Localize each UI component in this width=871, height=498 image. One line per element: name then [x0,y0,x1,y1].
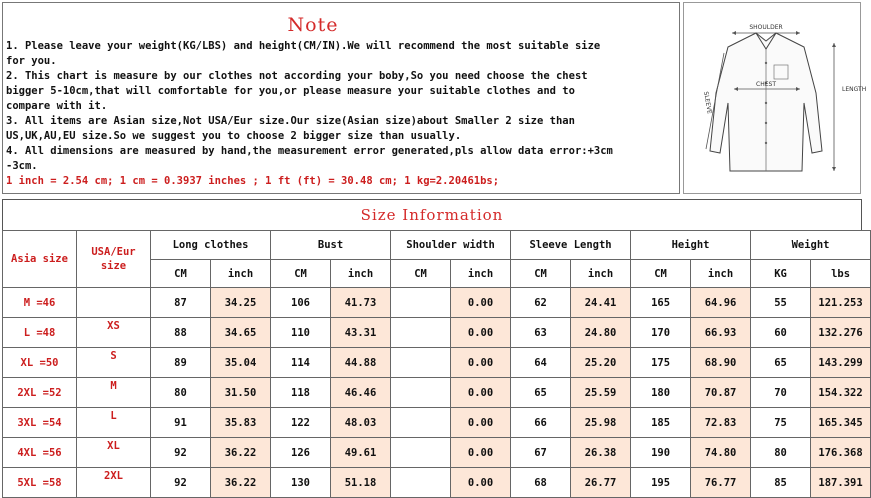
shoulder-cm-cell [391,318,451,348]
shoulder-cm-cell [391,408,451,438]
shirt-measurement-diagram [683,2,867,194]
bust-inch-cell: 44.88 [331,348,391,378]
height-inch-cell: 72.83 [691,408,751,438]
sleeve-inch-cell: 25.98 [571,408,631,438]
sleeve-cm-cell: 64 [511,348,571,378]
long-cm-cell: 91 [151,408,211,438]
usa-size-cell: S [77,348,151,378]
usa-size-cell: XS [77,318,151,348]
shoulder-label: SHOULDER [749,24,783,31]
note-lines [6,39,676,189]
size-information-section [2,199,863,489]
size-table [2,230,871,498]
long-cm-cell: 92 [151,468,211,498]
height-cm-cell: 170 [631,318,691,348]
header-height: Height [631,231,751,260]
header-long-clothes: Long clothes [151,231,271,260]
bust-cm-cell: 126 [271,438,331,468]
weight-kg-cell: 85 [751,468,811,498]
weight-lbs-cell: 143.299 [811,348,871,378]
size-information-title: Size Information [2,199,862,230]
unit-cm: CM [631,260,691,288]
note-title: Note [287,14,339,36]
shoulder-inch-cell: 0.00 [451,318,511,348]
asia-size-cell: L =48 [3,318,77,348]
asia-size-cell: XL =50 [3,348,77,378]
long-inch-cell: 31.50 [211,378,271,408]
weight-lbs-cell: 121.253 [811,288,871,318]
long-cm-cell: 89 [151,348,211,378]
usa-size-cell: M [77,378,151,408]
bust-inch-cell: 46.46 [331,378,391,408]
bust-inch-cell: 41.73 [331,288,391,318]
shoulder-inch-cell: 0.00 [451,348,511,378]
asia-size-cell: 5XL =58 [3,468,77,498]
note-line: 4. All dimensions are measured by hand,the measurement error generated,pls allow data error:+3cm [6,145,613,157]
chest-label: CHEST [756,81,776,88]
usa-size-cell: XL [77,438,151,468]
note-line: bigger 5-10cm,that will comfortable for you,or please measure your suitable clothes and to [6,85,575,97]
height-cm-cell: 185 [631,408,691,438]
weight-lbs-cell: 154.322 [811,378,871,408]
header-shoulder-width: Shoulder width [391,231,511,260]
sleeve-cm-cell: 63 [511,318,571,348]
sleeve-cm-cell: 65 [511,378,571,408]
shoulder-inch-cell: 0.00 [451,408,511,438]
long-cm-cell: 87 [151,288,211,318]
height-inch-cell: 70.87 [691,378,751,408]
weight-kg-cell: 70 [751,378,811,408]
weight-lbs-cell: 165.345 [811,408,871,438]
weight-lbs-cell: 176.368 [811,438,871,468]
header-bust: Bust [271,231,391,260]
long-cm-cell: 88 [151,318,211,348]
shoulder-inch-cell: 0.00 [451,468,511,498]
note-line: 1. Please leave your weight(KG/LBS) and height(CM/IN).We will recommend the most suitable size [6,40,601,52]
asia-size-cell: 2XL =52 [3,378,77,408]
shoulder-cm-cell [391,438,451,468]
shoulder-inch-cell: 0.00 [451,288,511,318]
sleeve-label: SLEEVE [702,90,713,115]
weight-kg-cell: 65 [751,348,811,378]
note-line: 2. This chart is measure by our clothes not according your boby,So you need choose the chest [6,70,588,82]
table-row [3,318,871,348]
note-panel [2,2,680,194]
long-inch-cell: 35.04 [211,348,271,378]
long-inch-cell: 34.65 [211,318,271,348]
sleeve-inch-cell: 24.80 [571,318,631,348]
unit-inch: inch [331,260,391,288]
height-inch-cell: 66.93 [691,318,751,348]
table-row [3,288,871,318]
unit-cm: CM [391,260,451,288]
long-inch-cell: 34.25 [211,288,271,318]
height-cm-cell: 180 [631,378,691,408]
shoulder-cm-cell [391,288,451,318]
bust-inch-cell: 48.03 [331,408,391,438]
bust-cm-cell: 106 [271,288,331,318]
table-row [3,378,871,408]
note-line: for you. [6,55,57,67]
shoulder-cm-cell [391,378,451,408]
unit-inch: inch [691,260,751,288]
height-cm-cell: 195 [631,468,691,498]
height-inch-cell: 68.90 [691,348,751,378]
long-cm-cell: 80 [151,378,211,408]
weight-lbs-cell: 132.276 [811,318,871,348]
bust-cm-cell: 122 [271,408,331,438]
height-inch-cell: 74.80 [691,438,751,468]
bust-inch-cell: 43.31 [331,318,391,348]
bust-inch-cell: 51.18 [331,468,391,498]
note-line: 3. All items are Asian size,Not USA/Eur size.Our size(Asian size)about Smaller 2 size than [6,115,575,127]
usa-size-cell [77,288,151,318]
table-row [3,348,871,378]
header-sleeve-length: Sleeve Length [511,231,631,260]
usa-size-cell: 2XL [77,468,151,498]
weight-lbs-cell: 187.391 [811,468,871,498]
unit-inch: inch [451,260,511,288]
long-inch-cell: 35.83 [211,408,271,438]
asia-size-cell: M =46 [3,288,77,318]
length-label: LENGTH [842,86,867,93]
note-line: compare with it. [6,100,108,112]
weight-kg-cell: 75 [751,408,811,438]
unit-conversion-line: 1 inch = 2.54 cm; 1 cm = 0.3937 inches ; 1 ft (ft) = 30.48 cm; 1 kg=2.20461bs; [6,175,500,187]
weight-kg-cell: 60 [751,318,811,348]
unit-cm: CM [511,260,571,288]
height-cm-cell: 190 [631,438,691,468]
table-row [3,408,871,438]
unit-inch: inch [211,260,271,288]
unit-inch: inch [571,260,631,288]
unit-kg: KG [751,260,811,288]
asia-size-cell: 4XL =56 [3,438,77,468]
header-weight: Weight [751,231,871,260]
long-cm-cell: 92 [151,438,211,468]
header-usa-size: USA/Eur size [77,231,151,288]
height-cm-cell: 165 [631,288,691,318]
table-row [3,438,871,468]
long-inch-cell: 36.22 [211,438,271,468]
bust-cm-cell: 118 [271,378,331,408]
note-line: -3cm. [6,160,38,172]
height-cm-cell: 175 [631,348,691,378]
height-inch-cell: 64.96 [691,288,751,318]
shoulder-cm-cell [391,468,451,498]
unit-lbs: lbs [811,260,871,288]
shirt-outline-icon [684,3,867,193]
sleeve-cm-cell: 62 [511,288,571,318]
header-asia-size: Asia size [3,231,77,288]
bust-cm-cell: 114 [271,348,331,378]
sleeve-cm-cell: 68 [511,468,571,498]
sleeve-cm-cell: 67 [511,438,571,468]
long-inch-cell: 36.22 [211,468,271,498]
shoulder-inch-cell: 0.00 [451,378,511,408]
bust-cm-cell: 130 [271,468,331,498]
sleeve-inch-cell: 24.41 [571,288,631,318]
asia-size-cell: 3XL =54 [3,408,77,438]
unit-cm: CM [151,260,211,288]
table-row [3,468,871,498]
sleeve-inch-cell: 25.59 [571,378,631,408]
shoulder-cm-cell [391,348,451,378]
sleeve-inch-cell: 25.20 [571,348,631,378]
note-line: US,UK,AU,EU size.So we suggest you to choose 2 bigger size than usually. [6,130,462,142]
bust-cm-cell: 110 [271,318,331,348]
usa-size-cell: L [77,408,151,438]
height-inch-cell: 76.77 [691,468,751,498]
size-rows [3,288,871,498]
sleeve-inch-cell: 26.77 [571,468,631,498]
sleeve-inch-cell: 26.38 [571,438,631,468]
shoulder-inch-cell: 0.00 [451,438,511,468]
weight-kg-cell: 80 [751,438,811,468]
weight-kg-cell: 55 [751,288,811,318]
sleeve-cm-cell: 66 [511,408,571,438]
bust-inch-cell: 49.61 [331,438,391,468]
unit-cm: CM [271,260,331,288]
